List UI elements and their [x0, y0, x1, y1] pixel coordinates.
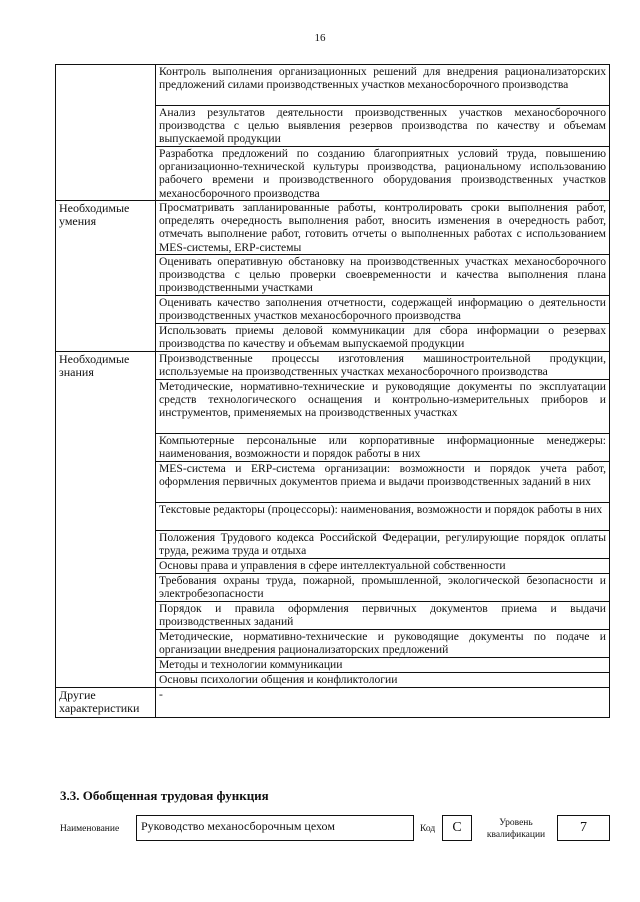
table-cell: Оценивать качество заполнения отчетности, содержащей информацию о деятельности производственных участков механосборочного производства — [156, 296, 610, 324]
row-label-continued — [56, 65, 156, 201]
table-cell: - — [156, 688, 610, 718]
table-cell: Текстовые редакторы (процессоры): наименования, возможности и порядок работы в них — [156, 503, 610, 531]
row-label-other: Другие характеристики — [56, 688, 156, 718]
table-cell: Методы и технологии коммуникации — [156, 658, 610, 673]
page-number: 16 — [314, 32, 326, 44]
table-cell: Требования охраны труда, пожарной, промышленной, экологической безопасности и электробезопасности — [156, 574, 610, 602]
table-cell: Оценивать оперативную обстановку на производственных участках механосборочного производства с целью проверки своевременности и качества выполнения плана производственными участками — [156, 255, 610, 296]
table-cell: Методические, нормативно-технические и руководящие документы по подаче и организации внедрения рационализаторских предложений — [156, 630, 610, 658]
table-cell: Методические, нормативно-технические и руководящие документы по эксплуатации средств технологического оснащения и контрольно-измерительных приборов и инструментов, применяемых на производственных участках — [156, 380, 610, 434]
table-cell: Использовать приемы деловой коммуникации для сбора информации о резервах производства по качеству и объемам выпускаемой продукции — [156, 324, 610, 352]
requirements-table — [55, 64, 610, 718]
table-cell: Положения Трудового кодекса Российской Федерации, регулирующие порядок оплаты труда, режима труда и отдыха — [156, 531, 610, 559]
table-cell: Контроль выполнения организационных решений для внедрения рационализаторских предложений силами производственных участков механосборочного производства — [156, 65, 610, 106]
table-cell: Основы права и управления в сфере интеллектуальной собственности — [156, 559, 610, 574]
table-row — [56, 352, 610, 380]
table-cell: Анализ результатов деятельности производственных участков механосборочного производства с целью выявления резервов производства по качеству и объемам выпускаемой продукции — [156, 106, 610, 147]
table-cell: Разработка предложений по созданию благоприятных условий труда, повышению организационно-технической культуры производства, рациональному использованию рабочего времени и производственного оборудования производственных участков механосборочного производства — [156, 147, 610, 201]
table-cell: Порядок и правила оформления первичных документов приема и выдачи производственных заданий — [156, 602, 610, 630]
qualification-level-label: Уровень квалификации — [486, 818, 546, 840]
section-heading: 3.3. Обобщенная трудовая функция — [60, 788, 269, 803]
table-row — [56, 65, 610, 106]
table-cell: MES-система и ERP-система организации: возможности и порядок учета работ, оформления первичных документов приема и выдачи производственных заданий в них — [156, 462, 610, 503]
name-label: Наименование — [60, 824, 120, 834]
table-cell: Основы психологии общения и конфликтологии — [156, 673, 610, 688]
qualification-level-box: 7 — [557, 815, 610, 841]
table-cell: Просматривать запланированные работы, контролировать сроки выполнения работ, определять очередность выполнения работ, вносить изменения в очередность работ, отмечать выполнение работ, готовить отчеты о выполненных работах с использованием MES-системы, ERP-системы — [156, 201, 610, 255]
row-label-skills: Необходимые умения — [56, 201, 156, 352]
table-cell: Компьютерные персональные или корпоративные информационные менеджеры: наименования, возможности и порядок работы в них — [156, 434, 610, 462]
row-label-knowledge: Необходимые знания — [56, 352, 156, 688]
code-value-box: C — [442, 815, 472, 841]
table-row — [56, 201, 610, 255]
name-value-box: Руководство механосборочным цехом — [136, 815, 414, 841]
table-row — [56, 688, 610, 718]
code-label: Код — [420, 824, 436, 834]
table-cell: Производственные процессы изготовления машиностроительной продукции, используемые на производственных участках механосборочного производства — [156, 352, 610, 380]
